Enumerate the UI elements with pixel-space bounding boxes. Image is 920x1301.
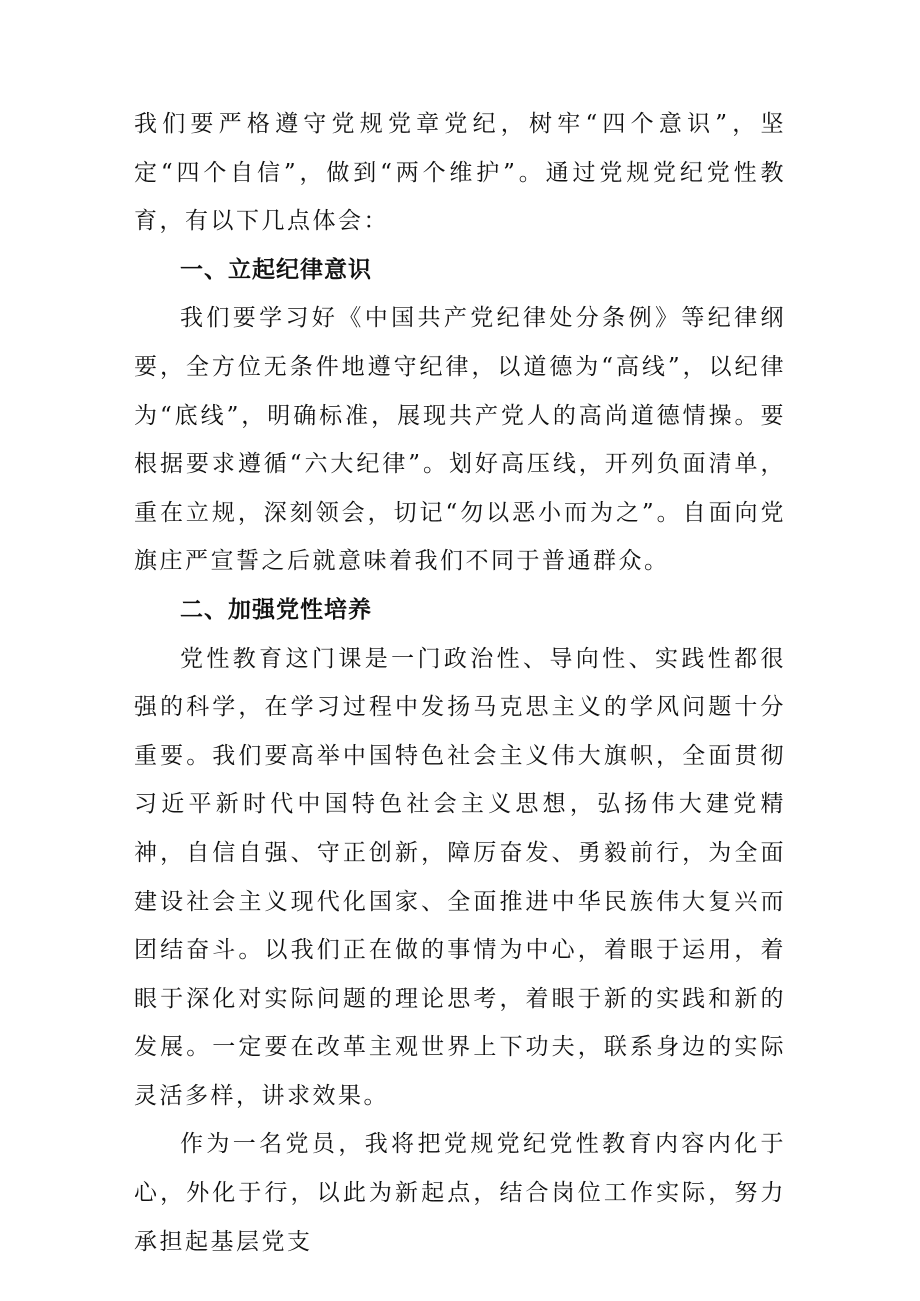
section-paragraph-party-spirit: 党性教育这门课是一门政治性、导向性、实践性都很强的科学，在学习过程中发扬马克思主义的学风问题十分重要。我们要高举中国特色社会主义伟大旗帜，全面贯彻习近平新时代中国特色社会主义思想，弘扬伟大建党精神，自信自强、守正创新，障厉奋发、勇毅前行，为全面建设社会主义现代化国家、全面推进中华民族伟大复兴而团结奋斗。以我们正在做的事情为中心，着眼于运用，着眼于深化对实际问题的理论思考，着眼于新的实践和新的发展。一定要在改革主观世界上下功夫，联系身边的实际灵活多样，讲求效果。 xyxy=(134,645,786,1109)
document-body xyxy=(134,100,786,1266)
section-heading-discipline: 一、立起纪律意识 xyxy=(180,256,372,283)
closing-paragraph: 作为一名党员，我将把党规党纪党性教育内容内化于心，外化于行，以此为新起点，结合岗位工作实际，努力承担起基层党支 xyxy=(134,1131,786,1255)
section-paragraph-discipline: 我们要学习好《中国共产党纪律处分条例》等纪律纲要，全方位无条件地遵守纪律，以道德为“高线”，以纪律为“底线”，明确标准，展现共产党人的高尚道德情操。要根据要求遵循“六大纪律”。划好高压线，开列负面清单，重在立规，深刻领会，切记“勿以恶小而为之”。自面向党旗庄严宣誓之后就意味着我们不同于普通群众。 xyxy=(134,305,786,575)
intro-paragraph: 我们要严格遵守党规党章党纪，树牢“四个意识”，坚定“四个自信”，做到“两个维护”。通过党规党纪党性教育，有以下几点体会： xyxy=(134,111,786,235)
section-heading-party-spirit: 二、加强党性培养 xyxy=(180,596,372,623)
